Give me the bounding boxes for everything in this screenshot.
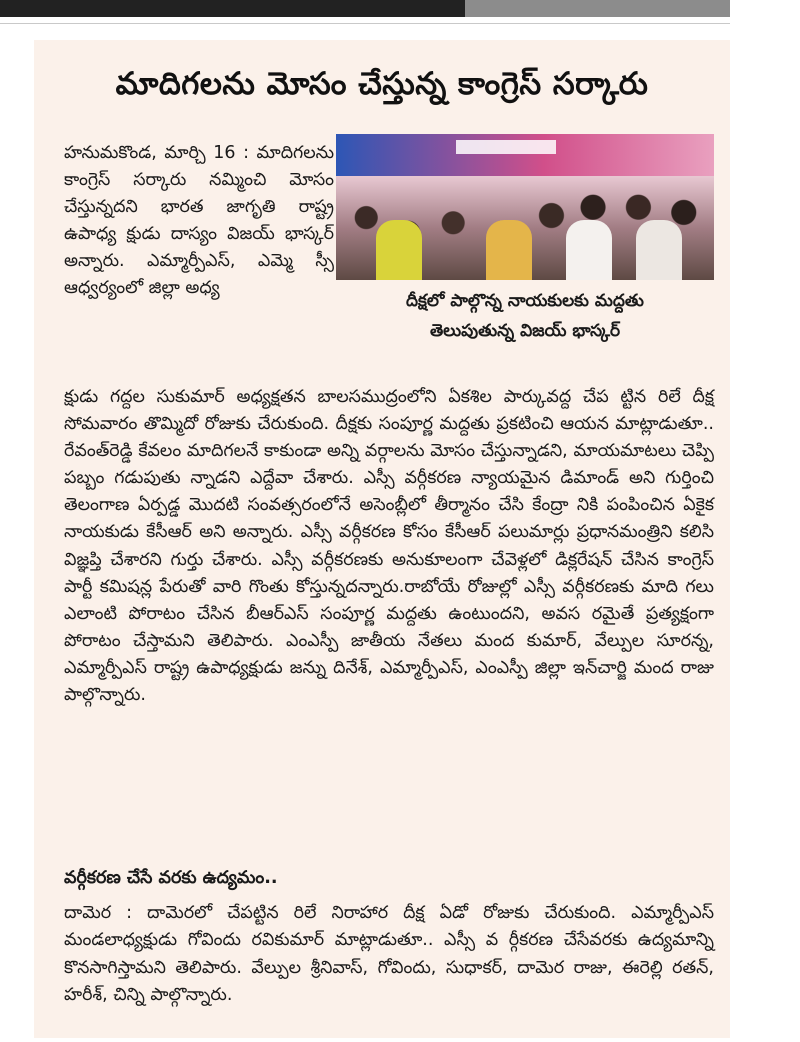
photo-banner-text [456, 140, 556, 154]
news-clipping [34, 40, 730, 1038]
photo-person [566, 220, 612, 280]
divider-line [0, 23, 730, 24]
photo-caption [336, 286, 714, 346]
lead-paragraph: హనుమకొండ, మార్చి 16 : మాదిగలను కాంగ్రెస్ సర్కారు నమ్మించి మోసం చేస్తున్నదని భారత జాగృతి రాష్ట్ర ఉపాధ్య క్షుడు దాస్యం విజయ్ భాస్కర్ అన్నారు. ఎమ్మార్పీఎస్, ఎమ్మె స్సీ ఆధ్వర్యంలో జిల్లా అధ్య [64, 143, 334, 298]
news-photo [336, 134, 714, 280]
subheading: వర్గీకరణ చేసే వరకు ఉద్యమం.. [64, 868, 278, 888]
photo-caption-line: తెలుపుతున్న విజయ్ భాస్కర్ [429, 321, 621, 341]
photo-person [636, 220, 682, 280]
photo-caption-line: దీక్షలో పాల్గొన్న నాయకులకు మద్దతు [406, 291, 644, 311]
photo-person [376, 220, 422, 280]
top-bar-gray [465, 0, 730, 17]
second-paragraph: దామెర : దామెరలో చేపట్టిన రిలే నిరాహార దీక్ష ఏడో రోజుకు చేరుకుంది. ఎమ్మార్పీఎస్ మండలాధ్యక్షుడు గోవిందు రవికుమార్ మాట్లాడుతూ.. ఎస్సీ వ ర్గీకరణ చేసేవరకు ఉద్యమాన్ని కొనసాగిస్తామని తెలిపారు. వేల్పుల శ్రీనివాస్, గోవిందు, సుధాకర్, దామెర రాజు, ఈరెల్లి రతన్, హరీశ్, చిన్ని పాల్గొన్నారు. [64, 903, 714, 1005]
photo-person [486, 220, 532, 280]
top-bar-dark [0, 0, 465, 17]
headline: మాదిగలను మోసం చేస్తున్న కాంగ్రెస్ సర్కారు [115, 66, 649, 102]
body-paragraph: క్షుడు గద్దల సుకుమార్ అధ్యక్షతన బాలసముద్రంలోని ఏకశిల పార్కువద్ద చేప ట్టిన రిలే దీక్ష సోమవారం తొమ్మిదో రోజుకు చేరుకుంది. దీక్షకు సంపూర్ణ మద్దతు ప్రకటించి ఆయన మాట్లాడుతూ.. రేవంత్‌రెడ్డి కేవలం మాదిగలనే కాకుండా అన్ని వర్గాలను మోసం చేస్తున్నాడని, మాయమాటలు చెప్పి పబ్బం గడుపుతు న్నాడని ఎద్దేవా చేశారు. ఎస్సీ వర్గీకరణ న్యాయమైన డిమాండ్ అని గుర్తించి తెలంగాణ ఏర్పడ్డ మొదటి సంవత్సరంలోనే అసెంబ్లీలో తీర్మానం చేసి కేంద్రా నికి పంపించిన ఏకైక నాయకుడు కేసీఆర్ అని అన్నారు. ఎస్సీ వర్గీకరణ కోసం కేసీఆర్ పలుమార్లు ప్రధానమంత్రిని కలిసి విజ్ఞప్తి చేశారని గుర్తు చేశారు. ఎస్సీ వర్గీకరణకు అనుకూలంగా చేవెళ్లలో డిక్లరేషన్ చేసిన కాంగ్రెస్ పార్టీ కమిషన్ల పేరుతో వారి గొంతు కోస్తున్నదన్నారు.రాబోయే రోజుల్లో ఎస్సీ వర్గీకరణకు మాది గలు ఎలాంటి పోరాటం చేసిన బీఆర్ఎస్ సంపూర్ణ మద్దతు ఉంటుందని, అవస రమైతే ప్రత్యక్షంగా పోరాటం చేస్తామని తెలిపారు. ఎంఎస్పీ జాతీయ నేతలు మంద కుమార్, వేల్పుల సూరన్న, ఎమ్మార్పీఎస్ రాష్ట్ర ఉపాధ్యక్షుడు జన్ను దినేశ్, ఎమ్మార్పీఎస్, ఎంఎస్పీ జిల్లా ఇన్‌చార్జి మంద రాజు పాల్గొన్నారు. [64, 387, 714, 706]
